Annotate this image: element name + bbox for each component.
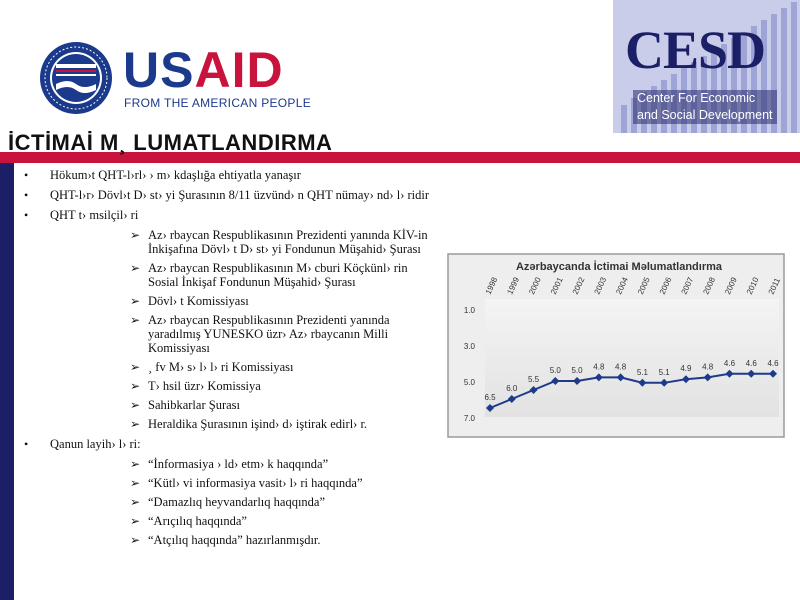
x-tick-label: 2001 (548, 275, 565, 296)
list-item: • QHT-l›r› Dövl›t D› st› yi Şurasının 8/11 üzvünd› n QHT nümay› nd› l› ridir (22, 188, 434, 202)
x-tick-label: 2010 (744, 275, 761, 296)
list-item: • Qanun layih› l› ri: ➢ “İnformasiya › ld› etm› k haqqında” ➢ “Kütl› vi informasiya vasit› l› ri haqqında” ➢ “Damazlıq heyvandarlıq haqqında” ➢ “Arıçılıq haqqında” ➢ “Atçılıq haqqında” hazırlanmışdır. (22, 437, 434, 547)
data-label: 5.0 (571, 366, 583, 375)
data-label: 4.8 (615, 362, 627, 372)
x-tick-label: 2000 (527, 275, 543, 296)
usaid-wordmark: USAID (123, 42, 284, 98)
sub-list (50, 228, 434, 431)
y-tick-label: 1.0 (463, 306, 475, 315)
page-title: İCTİMAİ M¸ LUMATLANDIRMA (8, 130, 333, 155)
cesd-logo (613, 0, 800, 133)
sub-list-item: ➢ “Arıçılıq haqqında” (130, 514, 247, 528)
x-tick-label: 1999 (505, 275, 522, 296)
data-label: 6.0 (506, 384, 518, 393)
sub-list-item: ➢ Heraldika Şurasının işind› d› iştirak edirl› r. (130, 417, 368, 431)
x-tick-label: 2011 (766, 276, 783, 296)
x-tick-label: 1998 (483, 275, 500, 296)
sub-list-item: ➢ Sahibkarlar Şurası (130, 398, 240, 412)
sub-list-item: ➢ T› hsil üzr› Komissiya (130, 379, 261, 393)
data-label: 4.6 (745, 358, 757, 368)
data-label: 5.0 (549, 366, 561, 375)
usaid-seal-icon (38, 40, 114, 116)
data-label: 4.6 (767, 358, 779, 368)
sub-list-item: ➢ Az› rbaycan Respublikasının M› cburi Köçkünl› rin Sosial İnkişaf Fondunun Müşahid› Şurası (130, 261, 408, 289)
data-label: 6.5 (484, 393, 496, 402)
cesd-subtitle: Center For Economic and Social Development (633, 90, 777, 124)
sub-list-item: ➢ “İnformasiya › ld› etm› k haqqında” (130, 457, 329, 471)
usaid-logo (38, 40, 312, 112)
data-label: 4.8 (702, 362, 714, 372)
list-item: • Hökum›t QHT-l›rl› › m› kdaşlığa ehtiyatla yanaşır (22, 168, 434, 182)
x-tick-label: 2009 (723, 275, 739, 296)
cesd-title: CESD (625, 20, 766, 80)
sub-list-item: ➢ Az› rbaycan Respublikasının Prezidenti yanında yaradılmış YUNESKO üzr› Az› rbaycanın Milli Komissiyası (130, 313, 390, 355)
x-tick-label: 2004 (614, 275, 630, 296)
data-label: 4.8 (593, 362, 605, 372)
sub-list-item: ➢ “Kütl› vi informasiya vasit› l› ri haqqında” (130, 476, 363, 490)
sub-list-item: ➢ Az› rbaycan Respublikasının Prezidenti yanında KİV-in İnkişafına Dövl› t D› st› yi Fondunun Müşahid› Şurası (130, 228, 428, 256)
sub-list-item: ➢ Dövl› t Komissiyası (130, 294, 249, 308)
x-tick-label: 2005 (636, 275, 652, 296)
x-tick-label: 2007 (679, 275, 696, 296)
x-tick-label: 2003 (592, 275, 609, 296)
data-label: 4.9 (680, 364, 692, 374)
y-tick-label: 7.0 (463, 414, 475, 423)
data-label: 5.5 (527, 375, 540, 384)
sub-list (50, 457, 434, 547)
left-accent-bar (0, 162, 14, 600)
usaid-tagline: FROM THE AMERICAN PEOPLE (124, 96, 312, 110)
bullet-list (22, 168, 434, 553)
y-tick-label: 3.0 (463, 342, 475, 351)
x-tick-label: 2006 (657, 275, 674, 296)
data-label: 4.6 (723, 358, 736, 368)
sub-list-item: ➢ ¸ fv M› s› l› l› ri Komissiyası (130, 360, 294, 374)
chart-title: Azərbaycanda İctimai Məlumatlandırma (515, 261, 723, 273)
data-label: 5.1 (658, 367, 670, 377)
media-freedom-chart (447, 253, 785, 438)
x-tick-label: 2008 (701, 275, 718, 296)
sub-list-item: ➢ “Atçılıq haqqında” hazırlanmışdır. (130, 533, 321, 547)
sub-list-item: ➢ “Damazlıq heyvandarlıq haqqında” (130, 495, 326, 509)
list-item: • QHT t› msilçil› ri ➢ Az› rbaycan Respublikasının Prezidenti yanında KİV-in İnkişafına Dövl› t D› st› yi Fondunun Müşahid› Şurası ➢ Az› rbaycan Respublikasının M› cburi Köçkünl› rin Sosial İnkişaf Fondunun Müşahid› Şurası ➢ Dövl› t Komissiyası ➢ Az› rbaycan Respublikasının Prezidenti yanında yaradılmış YUNESKO üzr› Az› rbaycanın Milli Komissiyası ➢ ¸ fv M› s› l› l› ri Komissiyası ➢ T› hsil üzr› Komissiya ➢ Sahibkarlar Şurası ➢ Heraldika Şurasının işind› d› iştirak edirl› r. (22, 208, 434, 431)
x-tick-label: 2002 (570, 275, 587, 296)
y-tick-label: 5.0 (463, 378, 475, 387)
data-label: 5.1 (636, 367, 648, 377)
